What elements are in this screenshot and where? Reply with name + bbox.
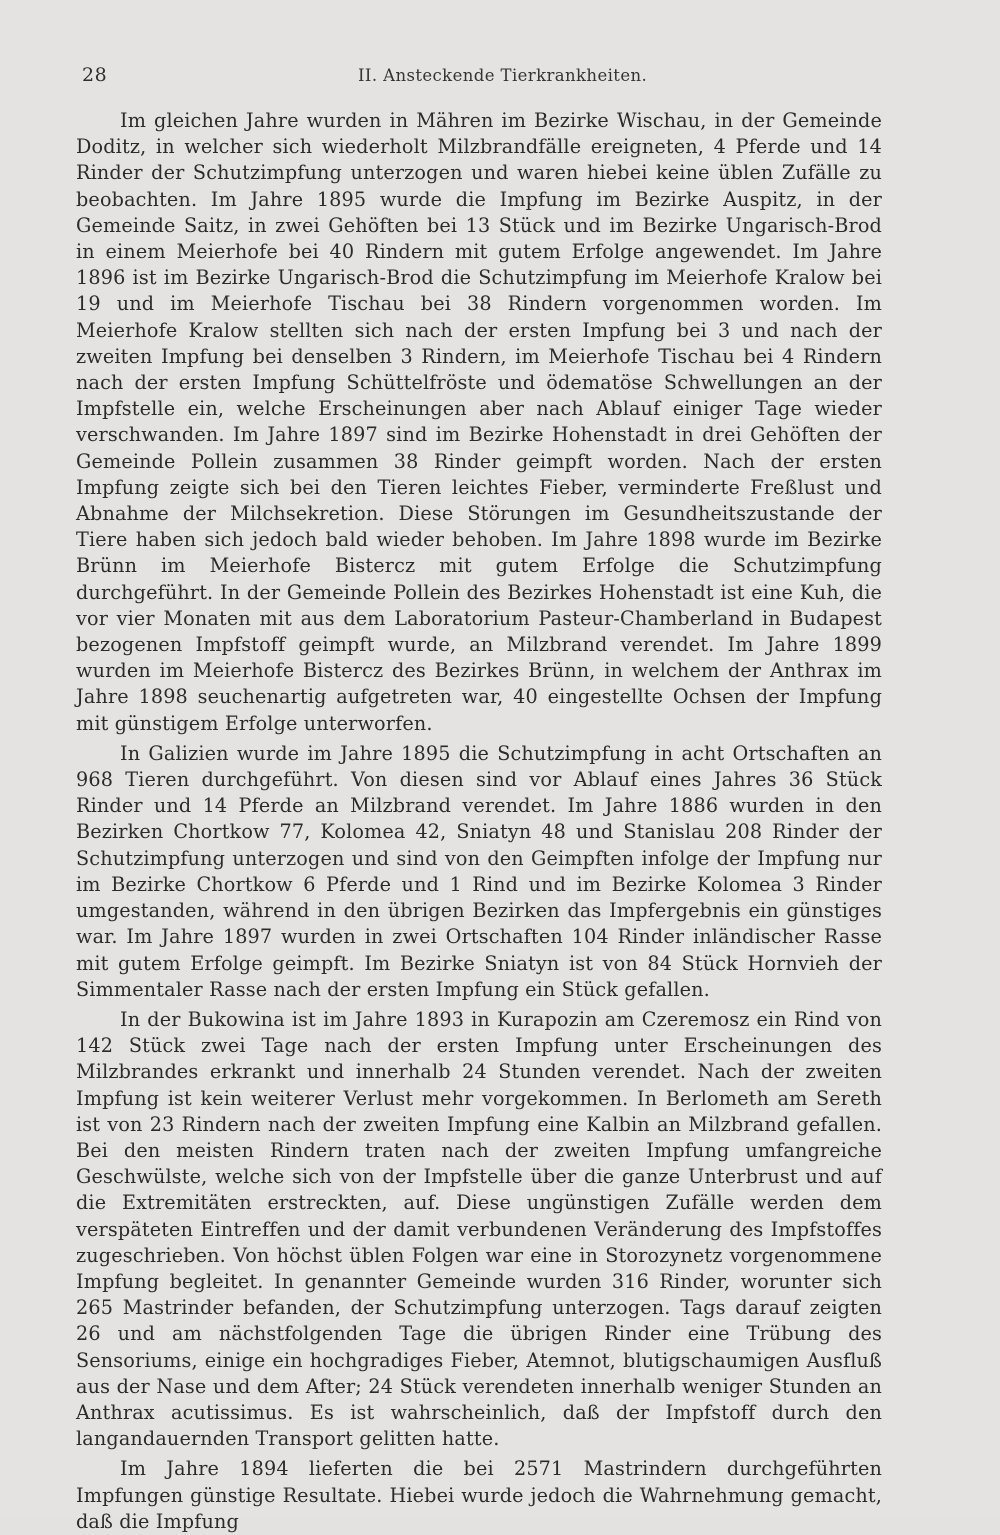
paragraph-galizien: In Galizien wurde im Jahre 1895 die Schutzimpfung in acht Ortschaften an 968 Tieren durchgeführt. Von diesen sind vor Ablauf eines Jahres 36 Stück Rinder und 14 Pferde an Milzbrand verendet. Im Jahre 1886 wurden in den Bezirken Chortkow 77, Kolomea 42, Sniatyn 48 und Stanislau 208 Rinder der Schutzimpfung unterzogen und sind von den Geimpften infolge der Impfung nur im Bezirke Chortkow 6 Pferde und 1 Rind und im Bezirke Kolomea 3 Rinder umgestanden, während in den übrigen Bezirken das Impfergebnis ein günstiges war. Im Jahre 1897 wurden in zwei Ortschaften 104 Rinder inländischer Rasse mit gutem Erfolge geimpft. Im Bezirke Sniatyn ist von 84 Stück Hornvieh der Simmentaler Rasse nach der ersten Impfung ein Stück gefallen. — [76, 741, 882, 1001]
body-text — [76, 108, 882, 1535]
paragraph-1894: Im Jahre 1894 lieferten die bei 2571 Mastrindern durchgeführten Impfungen günstige Resultate. Hiebei wurde jedoch die Wahrnehmung gemacht, daß die Impfung — [76, 1457, 882, 1533]
page-number: 28 — [82, 64, 108, 86]
running-title: II. Ansteckende Tierkrankheiten. — [358, 66, 648, 85]
paragraph-bukowina: In der Bukowina ist im Jahre 1893 in Kurapozin am Czeremosz ein Rind von 142 Stück zwei Tage nach der ersten Impfung unter Erscheinungen des Milzbrandes erkrankt und innerhalb 24 Stunden verendet. Nach der zweiten Impfung ist kein weiterer Verlust mehr vorgekommen. In Berlometh am Sereth ist von 23 Rindern nach der zweiten Impfung eine Kalbin an Milzbrand gefallen. Bei den meisten Rindern traten nach der zweiten Impfung umfangreiche Geschwülste, welche sich von der Impfstelle über die ganze Unterbrust und auf die Extremitäten erstreckten, auf. Diese ungünstigen Zufälle werden dem verspäteten Eintreffen und der damit verbundenen Veränderung des Impfstoffes zugeschrieben. Von höchst üblen Folgen war eine in Storozynetz vorgenommene Impfung begleitet. In genannter Gemeinde wurden 316 Rinder, worunter sich 265 Mastrinder befanden, der Schutzimpfung unterzogen. Tags darauf zeigten 26 und am nächstfolgenden Tage die übrigen Rinder eine Trübung des Sensoriums, einige ein hochgradiges Fieber, Atemnot, blutigschaumigen Ausfluß aus der Nase und dem After; 24 Stück verendeten innerhalb weniger Stunden an Anthrax acutissimus. Es ist wahrscheinlich, daß der Impfstoff durch den langandauernden Transport gelitten hatte. — [76, 1007, 882, 1451]
paragraph-maehren: Im gleichen Jahre wurden in Mähren im Bezirke Wischau, in der Gemeinde Doditz, in welcher sich wiederholt Milzbrandfälle ereigneten, 4 Pferde und 14 Rinder der Schutzimpfung unterzogen und waren hiebei keine üblen Zufälle zu beobachten. Im Jahre 1895 wurde die Impfung im Bezirke Auspitz, in der Gemeinde Saitz, in zwei Gehöften bei 13 Stück und im Bezirke Ungarisch-Brod in einem Meierhofe bei 40 Rindern mit gutem Erfolge angewendet. Im Jahre 1896 ist im Bezirke Ungarisch-Brod die Schutzimpfung im Meierhofe Kralow bei 19 und im Meierhofe Tischau bei 38 Rindern vorgenommen worden. Im Meierhofe Kralow stellten sich nach der ersten Impfung bei 3 und nach der zweiten Impfung bei denselben 3 Rindern, im Meierhofe Tischau bei 4 Rindern nach der ersten Impfung Schüttelfröste und ödematöse Schwellungen an der Impfstelle ein, welche Erscheinungen aber nach Ablauf einiger Tage wieder verschwanden. Im Jahre 1897 sind im Bezirke Hohenstadt in drei Gehöften der Gemeinde Pollein zusammen 38 Rinder geimpft worden. Nach der ersten Impfung zeigte sich bei den Tieren leichtes Fieber, verminderte Freßlust und Abnahme der Milchsekretion. Diese Störungen im Gesundheitszustande der Tiere haben sich jedoch bald wieder behoben. Im Jahre 1898 wurde im Bezirke Brünn im Meierhofe Bistercz mit gutem Erfolge die Schutzimpfung durchgeführt. In der Gemeinde Pollein des Bezirkes Hohenstadt ist eine Kuh, die vor vier Monaten mit aus dem Laboratorium Pasteur-Chamberland in Budapest bezogenen Impfstoff geimpft wurde, an Milzbrand verendet. Im Jahre 1899 wurden im Meierhofe Bistercz des Bezirkes Brünn, in welchem der Anthrax im Jahre 1898 seuchenartig aufgetreten war, 40 eingestellte Ochsen der Impfung mit günstigem Erfolge unterworfen. — [76, 109, 882, 735]
page-header — [82, 64, 882, 90]
